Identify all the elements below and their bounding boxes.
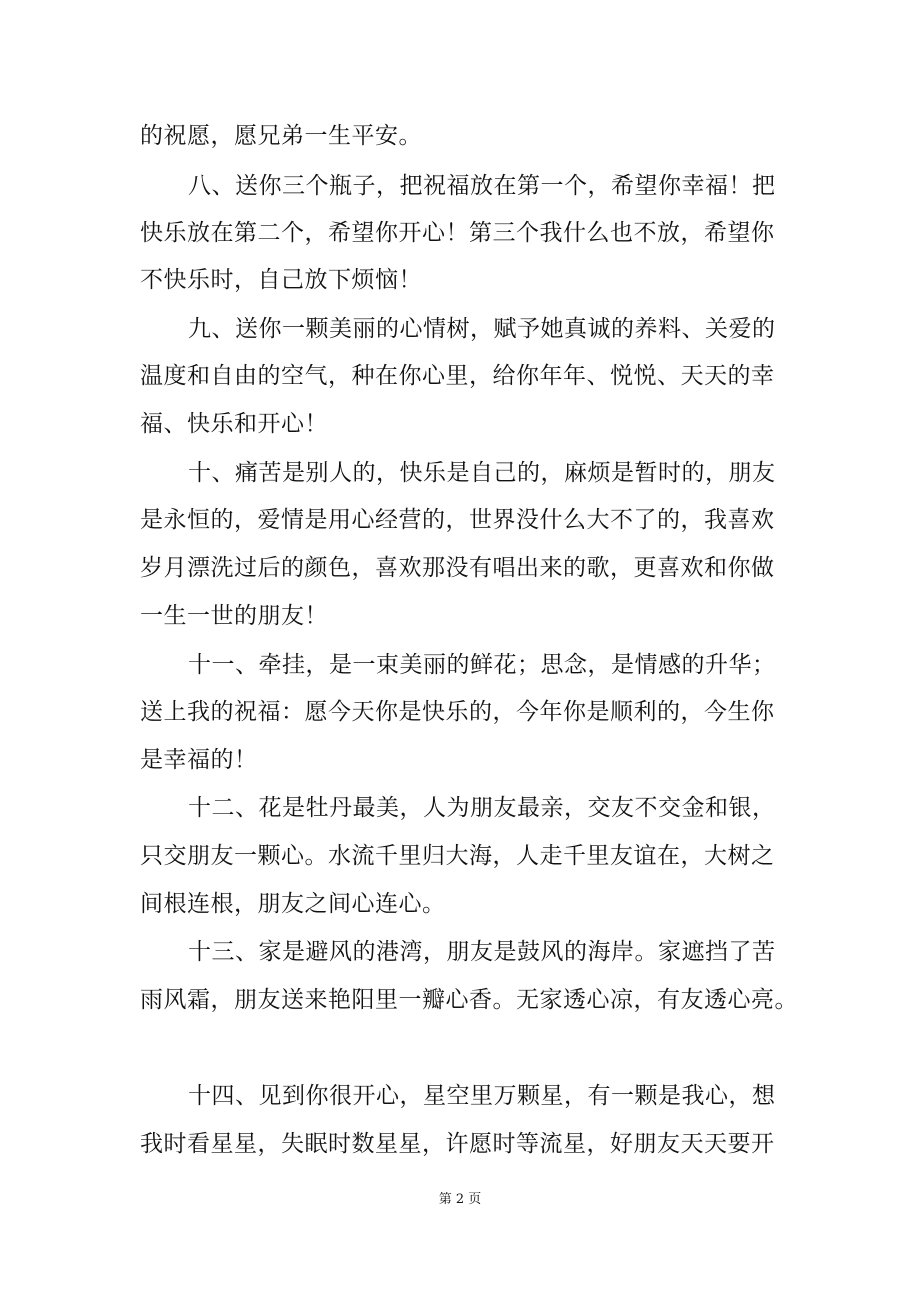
- text-line: 岁月漂洗过后的颜色，喜欢那没有唱出来的歌，更喜欢和你做: [140, 555, 775, 581]
- paragraph-first-line: 十四、见到你很开心，星空里万颗星，有一颗是我心，想: [188, 1083, 776, 1109]
- text-line: 只交朋友一颗心。水流千里归大海，人走千里友谊在，大树之: [140, 843, 775, 869]
- text-line: 的祝愿，愿兄弟一生平安。: [140, 123, 422, 149]
- paragraph-first-line: 十一、牵挂，是一束美丽的鲜花；思念，是情感的升华；: [188, 652, 776, 678]
- text-line: 是幸福的！: [140, 747, 258, 773]
- paragraph-first-line: 十二、花是牡丹最美，人为朋友最亲，交友不交金和银，: [188, 795, 776, 821]
- text-line: 快乐放在第二个，希望你开心！第三个我什么也不放，希望你: [140, 220, 775, 246]
- paragraph-first-line: 十、痛苦是别人的，快乐是自己的，麻烦是暂时的，朋友: [188, 460, 776, 486]
- text-line: 是永恒的，爱情是用心经营的，世界没什么大不了的，我喜欢: [140, 507, 775, 533]
- page-number: 第 2 页: [438, 1192, 482, 1207]
- paragraph-first-line: 十三、家是避风的港湾，朋友是鼓风的海岸。家遮挡了苦: [188, 939, 776, 965]
- text-line: 间根连根，朋友之间心连心。: [140, 891, 446, 917]
- text-line: 雨风霜，朋友送来艳阳里一瓣心香。无家透心凉，有友透心亮。: [140, 987, 798, 1013]
- text-line: 福、快乐和开心！: [140, 411, 328, 437]
- text-line: 我时看星星，失眠时数星星，许愿时等流星，好朋友天天要开: [140, 1131, 775, 1157]
- text-line: 不快乐时，自己放下烦恼！: [140, 267, 422, 293]
- paragraph-first-line: 九、送你一颗美丽的心情树，赋予她真诚的养料、关爱的: [188, 316, 776, 342]
- text-line: 温度和自由的空气，种在你心里，给你年年、悦悦、天天的幸: [140, 363, 775, 389]
- paragraph-first-line: 八、送你三个瓶子，把祝福放在第一个，希望你幸福！把: [188, 173, 776, 199]
- text-line: 一生一世的朋友！: [140, 603, 328, 629]
- text-line: 送上我的祝福：愿今天你是快乐的，今年你是顺利的，今生你: [140, 699, 775, 725]
